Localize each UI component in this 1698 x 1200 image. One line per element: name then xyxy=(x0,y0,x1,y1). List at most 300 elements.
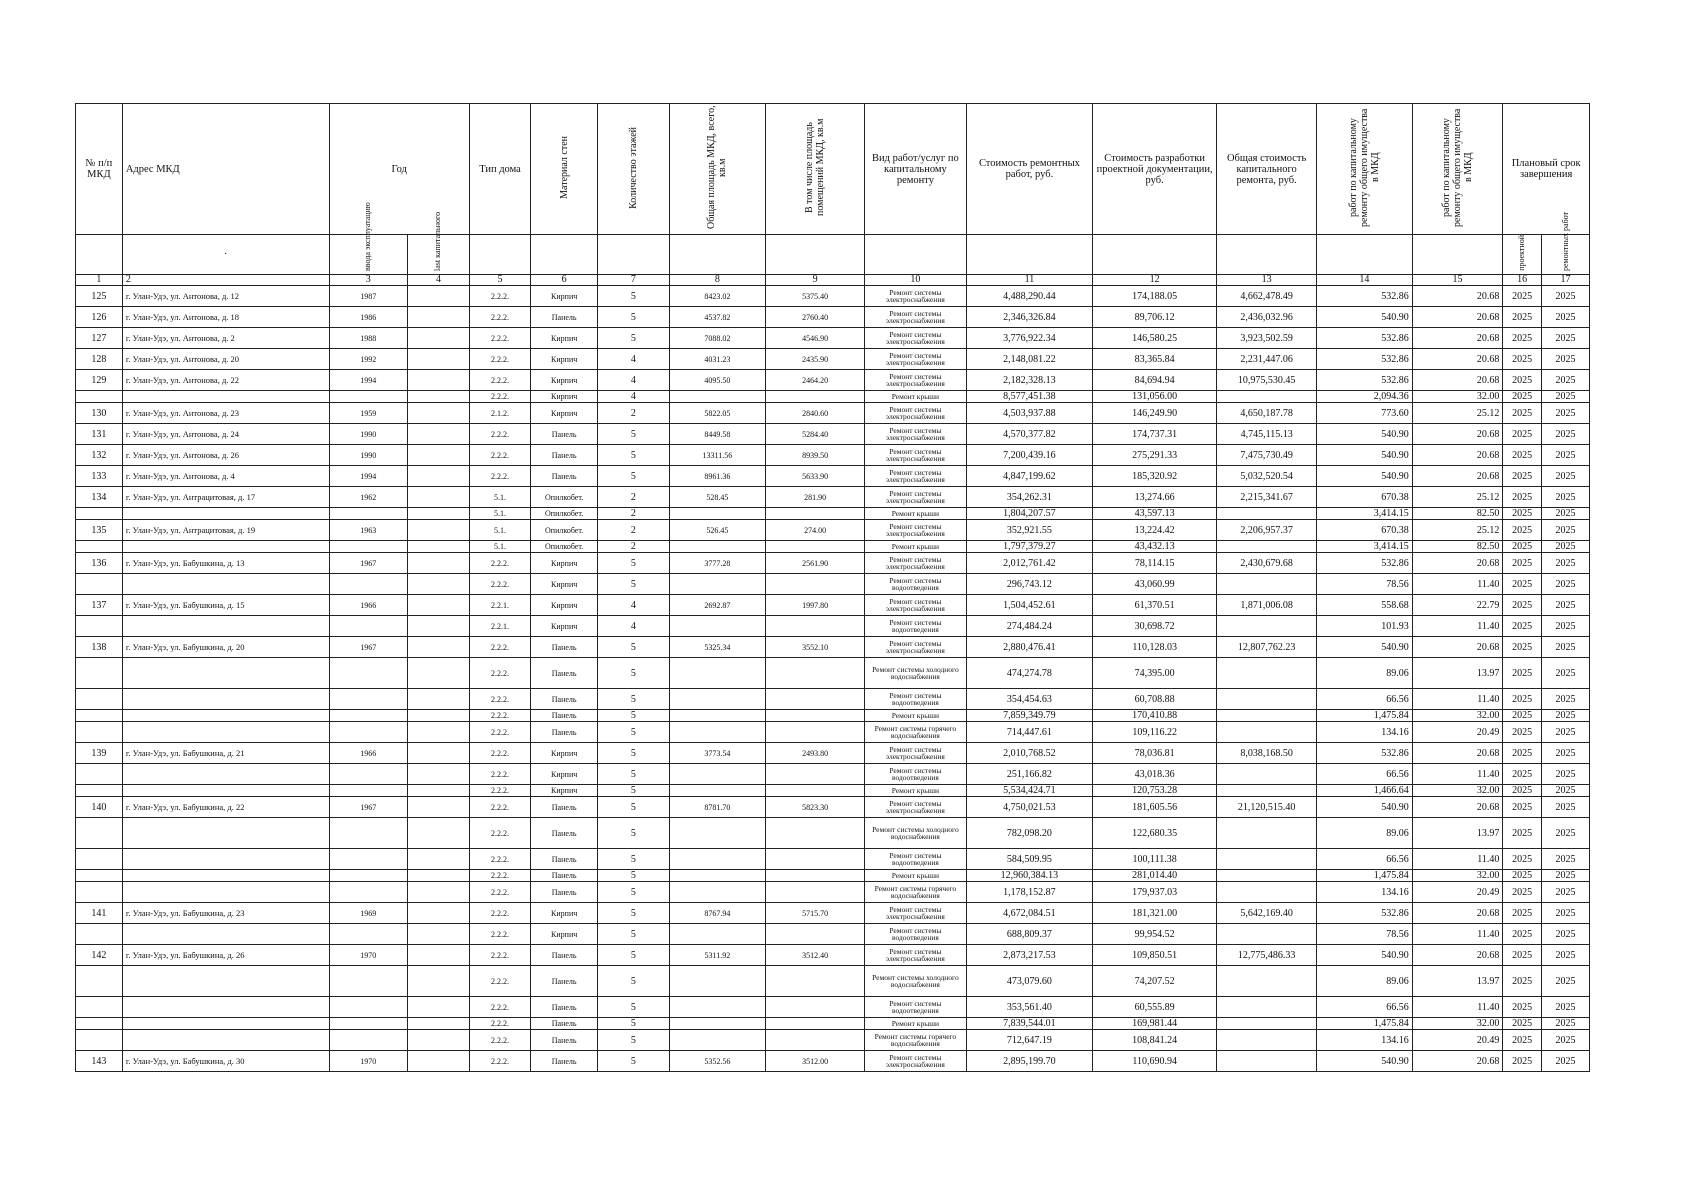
wall-material: Панель xyxy=(531,1018,598,1030)
year-repair xyxy=(407,328,469,349)
table-row xyxy=(76,1030,1590,1051)
col15-value: 20.68 xyxy=(1412,286,1503,307)
address: г. Улан-Удэ, ул. Бабушкина, д. 22 xyxy=(122,797,329,818)
repair-cost: 473,079.60 xyxy=(966,966,1092,997)
planned-design-year: 2025 xyxy=(1503,391,1542,403)
table-row xyxy=(76,595,1590,616)
address xyxy=(122,508,329,520)
col15-value: 20.68 xyxy=(1412,424,1503,445)
table-row xyxy=(76,818,1590,849)
col15-value: 20.68 xyxy=(1412,349,1503,370)
design-cost: 13,224.42 xyxy=(1093,520,1217,541)
subheader-address: · xyxy=(122,235,329,275)
col14-value: 540.90 xyxy=(1317,307,1413,328)
floors: 5 xyxy=(598,445,669,466)
col15-value: 20.49 xyxy=(1412,882,1503,903)
design-cost: 99,954.52 xyxy=(1093,924,1217,945)
col15-value: 11.40 xyxy=(1412,574,1503,595)
subheader-cell xyxy=(966,235,1092,275)
year-repair xyxy=(407,520,469,541)
row-number xyxy=(76,508,123,520)
planned-design-year: 2025 xyxy=(1503,849,1542,870)
floors: 2 xyxy=(598,541,669,553)
total-cost xyxy=(1217,1051,1317,1072)
address xyxy=(122,722,329,743)
year-commission xyxy=(329,818,407,849)
planned-design-year: 2025 xyxy=(1503,870,1542,882)
repair-cost: 354,454.63 xyxy=(966,689,1092,710)
col14-value: 532.86 xyxy=(1317,903,1413,924)
design-cost: 89,706.12 xyxy=(1093,307,1217,328)
design-cost: 174,188.05 xyxy=(1093,286,1217,307)
wall-material: Опилкобет. xyxy=(531,520,598,541)
house-type: 2.2.2. xyxy=(469,391,530,403)
col15-value: 22.79 xyxy=(1412,595,1503,616)
table-row xyxy=(76,553,1590,574)
address: г. Улан-Удэ, ул. Антонова, д. 4 xyxy=(122,466,329,487)
wall-material: Кирпич xyxy=(531,403,598,424)
header-year: Год xyxy=(329,104,469,235)
floors: 5 xyxy=(598,466,669,487)
total-area xyxy=(669,1030,766,1051)
repair-cost: 7,200,439.16 xyxy=(966,445,1092,466)
repair-cost: 1,504,452.61 xyxy=(966,595,1092,616)
premises-area: 274.00 xyxy=(766,520,865,541)
premises-area xyxy=(766,849,865,870)
table-row xyxy=(76,520,1590,541)
premises-area xyxy=(766,689,865,710)
planned-design-year: 2025 xyxy=(1503,710,1542,722)
planned-design-year: 2025 xyxy=(1503,307,1542,328)
total-cost: 2,231,447.06 xyxy=(1217,349,1317,370)
work-type: Ремонт системы электроснабжения xyxy=(864,403,966,424)
house-type: 2.2.2. xyxy=(469,903,530,924)
column-number: 6 xyxy=(531,275,598,286)
table-row xyxy=(76,307,1590,328)
design-cost: 84,694.94 xyxy=(1093,370,1217,391)
planned-works-year: 2025 xyxy=(1542,658,1590,689)
total-area xyxy=(669,966,766,997)
repair-cost: 2,880,476.41 xyxy=(966,637,1092,658)
floors: 5 xyxy=(598,1030,669,1051)
year-commission: 1990 xyxy=(329,445,407,466)
table-body xyxy=(76,286,1590,1072)
wall-material: Опилкобет. xyxy=(531,508,598,520)
column-number: 14 xyxy=(1317,275,1413,286)
design-cost: 83,365.84 xyxy=(1093,349,1217,370)
design-cost: 179,937.03 xyxy=(1093,882,1217,903)
wall-material: Кирпич xyxy=(531,370,598,391)
col15-value: 20.49 xyxy=(1412,1030,1503,1051)
floors: 5 xyxy=(598,997,669,1018)
wall-material: Панель xyxy=(531,307,598,328)
table-row xyxy=(76,1018,1590,1030)
design-cost: 100,111.38 xyxy=(1093,849,1217,870)
total-cost: 4,745,115.13 xyxy=(1217,424,1317,445)
total-area: 5352.56 xyxy=(669,1051,766,1072)
house-type: 2.2.2. xyxy=(469,1018,530,1030)
wall-material: Кирпич xyxy=(531,764,598,785)
house-type: 2.2.2. xyxy=(469,689,530,710)
repair-cost: 2,012,761.42 xyxy=(966,553,1092,574)
table-row xyxy=(76,370,1590,391)
total-cost xyxy=(1217,818,1317,849)
table-row xyxy=(76,658,1590,689)
col15-value: 20.68 xyxy=(1412,743,1503,764)
planned-works-year: 2025 xyxy=(1542,1018,1590,1030)
work-type: Ремонт системы холодного водоснабжения xyxy=(864,966,966,997)
col14-value: 532.86 xyxy=(1317,328,1413,349)
year-repair xyxy=(407,689,469,710)
premises-area: 2840.60 xyxy=(766,403,865,424)
planned-design-year: 2025 xyxy=(1503,1030,1542,1051)
floors: 5 xyxy=(598,849,669,870)
total-cost: 2,436,032.96 xyxy=(1217,307,1317,328)
work-type: Ремонт системы электроснабжения xyxy=(864,743,966,764)
work-type: Ремонт системы электроснабжения xyxy=(864,370,966,391)
house-type: 2.2.2. xyxy=(469,882,530,903)
floors: 5 xyxy=(598,785,669,797)
wall-material: Кирпич xyxy=(531,286,598,307)
floors: 5 xyxy=(598,945,669,966)
design-cost: 61,370.51 xyxy=(1093,595,1217,616)
total-cost xyxy=(1217,689,1317,710)
floors: 2 xyxy=(598,403,669,424)
planned-design-year: 2025 xyxy=(1503,997,1542,1018)
planned-works-year: 2025 xyxy=(1542,722,1590,743)
col15-value: 11.40 xyxy=(1412,764,1503,785)
planned-design-year: 2025 xyxy=(1503,658,1542,689)
design-cost: 43,060.99 xyxy=(1093,574,1217,595)
year-commission: 1987 xyxy=(329,286,407,307)
floors: 4 xyxy=(598,349,669,370)
planned-works-year: 2025 xyxy=(1542,349,1590,370)
header-total-cost: Общая стоимость капитального ремонта, руб. xyxy=(1217,104,1317,235)
total-area: 5311.92 xyxy=(669,945,766,966)
column-number: 3 xyxy=(329,275,407,286)
address xyxy=(122,849,329,870)
floors: 5 xyxy=(598,722,669,743)
total-area xyxy=(669,689,766,710)
premises-area: 281.90 xyxy=(766,487,865,508)
row-number: 136 xyxy=(76,553,123,574)
work-type: Ремонт системы горячего водоснабжения xyxy=(864,882,966,903)
year-commission xyxy=(329,997,407,1018)
col14-value: 89.06 xyxy=(1317,818,1413,849)
year-repair xyxy=(407,370,469,391)
total-cost: 4,662,478.49 xyxy=(1217,286,1317,307)
table-row xyxy=(76,541,1590,553)
row-number xyxy=(76,689,123,710)
year-commission: 1970 xyxy=(329,945,407,966)
wall-material: Кирпич xyxy=(531,785,598,797)
column-number: 1 xyxy=(76,275,123,286)
column-number: 8 xyxy=(669,275,766,286)
col15-value: 32.00 xyxy=(1412,1018,1503,1030)
col15-value: 13.97 xyxy=(1412,966,1503,997)
table-row xyxy=(76,849,1590,870)
total-area xyxy=(669,924,766,945)
premises-area xyxy=(766,391,865,403)
planned-works-year: 2025 xyxy=(1542,797,1590,818)
table-row xyxy=(76,487,1590,508)
table-row xyxy=(76,997,1590,1018)
planned-works-year: 2025 xyxy=(1542,924,1590,945)
row-number: 135 xyxy=(76,520,123,541)
design-cost: 109,850.51 xyxy=(1093,945,1217,966)
subheader-cell xyxy=(1093,235,1217,275)
total-area xyxy=(669,658,766,689)
total-cost: 2,215,341.67 xyxy=(1217,487,1317,508)
table-row xyxy=(76,391,1590,403)
year-repair xyxy=(407,849,469,870)
year-repair xyxy=(407,424,469,445)
year-repair xyxy=(407,403,469,424)
row-number: 129 xyxy=(76,370,123,391)
design-cost: 43,432.13 xyxy=(1093,541,1217,553)
planned-design-year: 2025 xyxy=(1503,945,1542,966)
floors: 5 xyxy=(598,307,669,328)
premises-area xyxy=(766,764,865,785)
row-number xyxy=(76,616,123,637)
work-type: Ремонт системы электроснабжения xyxy=(864,349,966,370)
planned-design-year: 2025 xyxy=(1503,722,1542,743)
premises-area xyxy=(766,541,865,553)
planned-works-year: 2025 xyxy=(1542,466,1590,487)
premises-area: 5284.40 xyxy=(766,424,865,445)
subheader-cell xyxy=(598,235,669,275)
premises-area xyxy=(766,616,865,637)
total-area xyxy=(669,722,766,743)
work-type: Ремонт крыши xyxy=(864,870,966,882)
work-type: Ремонт системы электроснабжения xyxy=(864,595,966,616)
row-number xyxy=(76,818,123,849)
total-cost: 3,923,502.59 xyxy=(1217,328,1317,349)
row-number xyxy=(76,1030,123,1051)
total-area: 5822.05 xyxy=(669,403,766,424)
address xyxy=(122,1018,329,1030)
row-number xyxy=(76,870,123,882)
total-area: 13311.56 xyxy=(669,445,766,466)
design-cost: 181,321.00 xyxy=(1093,903,1217,924)
planned-design-year: 2025 xyxy=(1503,903,1542,924)
address: г. Улан-Удэ, ул. Антонова, д. 20 xyxy=(122,349,329,370)
premises-area: 2435.90 xyxy=(766,349,865,370)
design-cost: 78,036.81 xyxy=(1093,743,1217,764)
premises-area xyxy=(766,1030,865,1051)
work-type: Ремонт системы электроснабжения xyxy=(864,466,966,487)
total-cost: 7,475,730.49 xyxy=(1217,445,1317,466)
floors: 4 xyxy=(598,370,669,391)
repair-cost: 1,804,207.57 xyxy=(966,508,1092,520)
premises-area xyxy=(766,870,865,882)
design-cost: 120,753.28 xyxy=(1093,785,1217,797)
planned-design-year: 2025 xyxy=(1503,574,1542,595)
repair-cost: 688,809.37 xyxy=(966,924,1092,945)
col14-value: 1,475.84 xyxy=(1317,870,1413,882)
premises-area: 3512.40 xyxy=(766,945,865,966)
wall-material: Панель xyxy=(531,689,598,710)
repair-cost: 2,148,081.22 xyxy=(966,349,1092,370)
total-cost xyxy=(1217,391,1317,403)
table-row xyxy=(76,689,1590,710)
address: г. Улан-Удэ, ул. Антонова, д. 12 xyxy=(122,286,329,307)
total-area: 8423.02 xyxy=(669,286,766,307)
table-row xyxy=(76,870,1590,882)
column-number: 2 xyxy=(122,275,329,286)
work-type: Ремонт системы электроснабжения xyxy=(864,553,966,574)
column-number: 16 xyxy=(1503,275,1542,286)
address: г. Улан-Удэ, ул. Бабушкина, д. 13 xyxy=(122,553,329,574)
year-commission xyxy=(329,616,407,637)
house-type: 2.2.2. xyxy=(469,764,530,785)
floors: 5 xyxy=(598,286,669,307)
row-number xyxy=(76,764,123,785)
planned-design-year: 2025 xyxy=(1503,595,1542,616)
subheader-cell xyxy=(469,235,530,275)
row-number xyxy=(76,722,123,743)
year-repair xyxy=(407,445,469,466)
planned-works-year: 2025 xyxy=(1542,689,1590,710)
col14-value: 134.16 xyxy=(1317,722,1413,743)
year-commission: 1992 xyxy=(329,349,407,370)
floors: 5 xyxy=(598,903,669,924)
row-number xyxy=(76,541,123,553)
wall-material: Панель xyxy=(531,882,598,903)
wall-material: Опилкобет. xyxy=(531,541,598,553)
year-commission: 1994 xyxy=(329,370,407,391)
subheader-empty xyxy=(76,235,123,275)
column-number: 15 xyxy=(1412,275,1503,286)
column-number: 10 xyxy=(864,275,966,286)
design-cost: 146,249.90 xyxy=(1093,403,1217,424)
table-row xyxy=(76,637,1590,658)
table-row xyxy=(76,882,1590,903)
design-cost: 122,680.35 xyxy=(1093,818,1217,849)
total-cost: 21,120,515.40 xyxy=(1217,797,1317,818)
repair-cost: 4,488,290.44 xyxy=(966,286,1092,307)
premises-area: 2493.80 xyxy=(766,743,865,764)
col14-value: 540.90 xyxy=(1317,466,1413,487)
total-cost: 2,206,957.37 xyxy=(1217,520,1317,541)
planned-works-year: 2025 xyxy=(1542,637,1590,658)
work-type: Ремонт системы электроснабжения xyxy=(864,797,966,818)
col15-value: 20.68 xyxy=(1412,637,1503,658)
total-cost xyxy=(1217,1030,1317,1051)
column-number: 7 xyxy=(598,275,669,286)
wall-material: Панель xyxy=(531,710,598,722)
col14-value: 532.86 xyxy=(1317,286,1413,307)
planned-works-year: 2025 xyxy=(1542,1030,1590,1051)
planned-works-year: 2025 xyxy=(1542,764,1590,785)
planned-works-year: 2025 xyxy=(1542,370,1590,391)
work-type: Ремонт системы электроснабжения xyxy=(864,1051,966,1072)
header-total-area: Общая площадь МКД, всего, кв.м xyxy=(669,104,766,235)
design-cost: 74,395.00 xyxy=(1093,658,1217,689)
row-number: 137 xyxy=(76,595,123,616)
design-cost: 43,018.36 xyxy=(1093,764,1217,785)
total-cost xyxy=(1217,849,1317,870)
total-cost xyxy=(1217,1018,1317,1030)
col15-value: 20.68 xyxy=(1412,1051,1503,1072)
work-type: Ремонт системы водоотведения xyxy=(864,574,966,595)
year-repair xyxy=(407,1030,469,1051)
row-number xyxy=(76,997,123,1018)
floors: 5 xyxy=(598,764,669,785)
premises-area: 4546.90 xyxy=(766,328,865,349)
address: г. Улан-Удэ, ул. Антонова, д. 22 xyxy=(122,370,329,391)
year-commission: 1959 xyxy=(329,403,407,424)
year-commission: 1969 xyxy=(329,903,407,924)
total-area: 4537.82 xyxy=(669,307,766,328)
header-design-cost: Стоимость разработки проектной документации, руб. xyxy=(1093,104,1217,235)
wall-material: Кирпич xyxy=(531,574,598,595)
year-commission xyxy=(329,574,407,595)
total-cost: 12,775,486.33 xyxy=(1217,945,1317,966)
col14-value: 1,475.84 xyxy=(1317,1018,1413,1030)
col15-value: 32.00 xyxy=(1412,785,1503,797)
col15-value: 20.68 xyxy=(1412,797,1503,818)
total-cost xyxy=(1217,870,1317,882)
premises-area xyxy=(766,658,865,689)
floors: 5 xyxy=(598,424,669,445)
year-repair xyxy=(407,764,469,785)
premises-area: 5823.30 xyxy=(766,797,865,818)
planned-works-year: 2025 xyxy=(1542,487,1590,508)
column-number: 11 xyxy=(966,275,1092,286)
work-type: Ремонт системы электроснабжения xyxy=(864,424,966,445)
premises-area: 3552.10 xyxy=(766,637,865,658)
wall-material: Панель xyxy=(531,966,598,997)
wall-material: Панель xyxy=(531,1030,598,1051)
col14-value: 540.90 xyxy=(1317,797,1413,818)
col14-value: 1,475.84 xyxy=(1317,710,1413,722)
premises-area xyxy=(766,966,865,997)
col15-value: 25.12 xyxy=(1412,520,1503,541)
planned-design-year: 2025 xyxy=(1503,445,1542,466)
total-area xyxy=(669,391,766,403)
year-commission: 1988 xyxy=(329,328,407,349)
design-cost: 13,274.66 xyxy=(1093,487,1217,508)
planned-design-year: 2025 xyxy=(1503,637,1542,658)
total-cost: 4,650,187.78 xyxy=(1217,403,1317,424)
total-area xyxy=(669,574,766,595)
total-area: 4095.50 xyxy=(669,370,766,391)
year-commission: 1966 xyxy=(329,595,407,616)
total-area: 528.45 xyxy=(669,487,766,508)
wall-material: Панель xyxy=(531,1051,598,1072)
planned-works-year: 2025 xyxy=(1542,882,1590,903)
house-type: 2.2.2. xyxy=(469,307,530,328)
house-type: 2.2.2. xyxy=(469,797,530,818)
repair-cost: 2,895,199.70 xyxy=(966,1051,1092,1072)
total-area: 8767.94 xyxy=(669,903,766,924)
work-type: Ремонт крыши xyxy=(864,710,966,722)
address: г. Улан-Удэ, ул. Бабушкина, д. 21 xyxy=(122,743,329,764)
col15-value: 25.12 xyxy=(1412,403,1503,424)
floors: 5 xyxy=(598,1018,669,1030)
col14-value: 532.86 xyxy=(1317,553,1413,574)
subheader-cell xyxy=(1217,235,1317,275)
year-commission xyxy=(329,391,407,403)
planned-design-year: 2025 xyxy=(1503,743,1542,764)
col15-value: 11.40 xyxy=(1412,689,1503,710)
col14-value: 78.56 xyxy=(1317,924,1413,945)
column-number-row xyxy=(76,275,1590,286)
repair-cost: 1,797,379.27 xyxy=(966,541,1092,553)
table-row xyxy=(76,403,1590,424)
design-cost: 110,128.03 xyxy=(1093,637,1217,658)
